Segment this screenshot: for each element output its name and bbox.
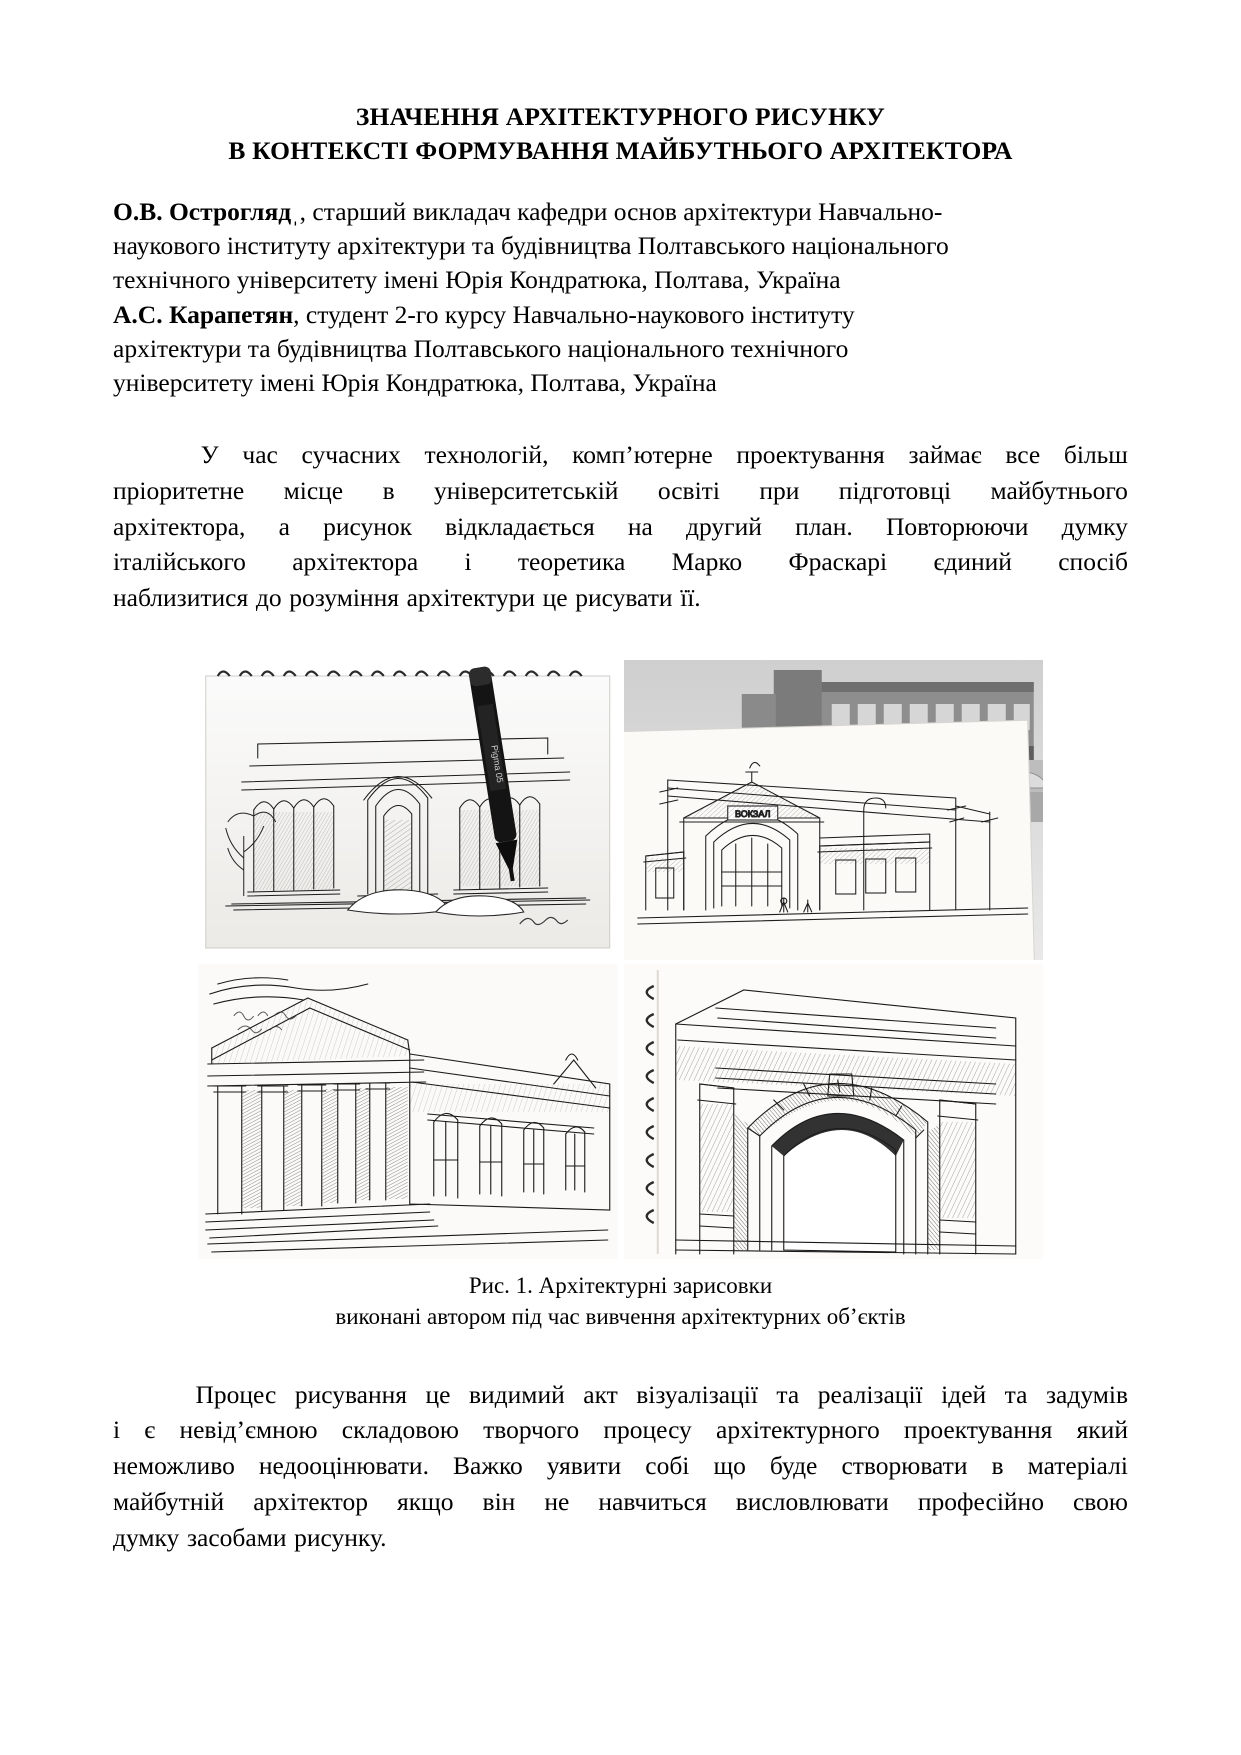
- word: видимий: [469, 1379, 565, 1409]
- author-2-affiliation-1: , студент 2-го курсу Навчально-наукового інституту: [293, 299, 855, 329]
- author-2-name: А.С. Карапетян: [113, 299, 294, 329]
- word: теоретика: [517, 547, 626, 577]
- word: займає: [908, 439, 982, 469]
- word: все: [1005, 439, 1041, 469]
- word: У: [200, 439, 219, 469]
- word: це: [542, 583, 568, 613]
- word: складовою: [341, 1415, 459, 1445]
- word: підготовці: [838, 475, 952, 505]
- word: що: [713, 1451, 746, 1481]
- word: засобами: [186, 1523, 287, 1553]
- title-line-2: В КОНТЕКСТІ ФОРМУВАННЯ МАЙБУТНЬОГО АРХІТЕКТОРА: [228, 135, 1013, 165]
- figure-caption-line-1: Рис. 1. Архітектурні зарисовки: [468, 1273, 773, 1299]
- word: освіті: [657, 475, 720, 505]
- word: Марко: [671, 547, 743, 577]
- word: акт: [583, 1379, 618, 1409]
- word: уявити: [546, 1451, 622, 1481]
- paragraph-intro-line-4: [113, 544, 1128, 580]
- word: університетській: [434, 475, 619, 505]
- word: неможливо: [113, 1451, 235, 1481]
- word: Процес: [195, 1379, 277, 1409]
- word: майбутнього: [990, 475, 1128, 505]
- word: архітектури: [406, 583, 535, 613]
- word: Повторюючи: [885, 511, 1029, 541]
- word: який: [1076, 1415, 1128, 1445]
- word: рисунок: [323, 511, 412, 541]
- word: є: [144, 1415, 156, 1445]
- paragraph-conclusion-line-1: [113, 1377, 1128, 1413]
- word: розуміння: [289, 583, 399, 613]
- word: архітектор: [253, 1487, 368, 1517]
- word: сучасних: [301, 439, 401, 469]
- author-1-line-2: наукового інституту архітектури та будівництва Полтавського національного: [113, 231, 949, 261]
- word: це: [425, 1379, 451, 1409]
- figure-caption-line-2: виконані автором під час вивчення архітектурних об’єктів: [335, 1303, 906, 1329]
- word: недооцінювати.: [258, 1451, 429, 1481]
- page-content: [113, 0, 1128, 1556]
- word: відкладається: [445, 511, 595, 541]
- word: архітектора: [292, 547, 419, 577]
- word: наблизитися: [113, 583, 249, 613]
- word: італійського: [113, 547, 246, 577]
- word: та: [776, 1379, 800, 1409]
- paragraph-intro-line-3: [113, 509, 1128, 545]
- figure-panel-top-right: [624, 660, 1044, 960]
- figure-panel-top-left: [198, 660, 618, 960]
- author-block: [113, 195, 1128, 401]
- word: задумів: [1045, 1379, 1128, 1409]
- word: і: [113, 1415, 121, 1445]
- paragraph-indent: [113, 437, 177, 473]
- word: навчиться: [598, 1487, 707, 1517]
- word: місце: [283, 475, 344, 505]
- page-title: [113, 0, 1128, 168]
- word: до: [255, 583, 282, 613]
- word: на: [627, 511, 653, 541]
- word: якщо: [397, 1487, 454, 1517]
- paragraph-intro-line-1: [113, 437, 1128, 473]
- word: Фраскарі: [788, 547, 888, 577]
- figure-1-caption: [113, 1271, 1128, 1332]
- author-1-line-1: [113, 195, 1128, 229]
- author-2-line-1: [113, 298, 1128, 332]
- word: творчого: [483, 1415, 580, 1445]
- author-1-name: О.В. Остроглядˌ: [113, 196, 300, 226]
- word: в: [382, 475, 395, 505]
- paragraph-conclusion-line-2: [113, 1412, 1128, 1448]
- word: створювати: [841, 1451, 968, 1481]
- word: архітектурного: [716, 1415, 880, 1445]
- word: рисунку.: [294, 1523, 387, 1553]
- word: рисувати: [575, 583, 673, 613]
- paragraph-conclusion: [113, 1377, 1128, 1557]
- word: думку: [1061, 511, 1128, 541]
- word: ідей: [941, 1379, 987, 1409]
- paragraph-conclusion-line-4: [113, 1484, 1128, 1520]
- word: буде: [769, 1451, 818, 1481]
- author-1-line-3: технічного університету імені Юрія Кондратюка, Полтава, Україна: [113, 265, 841, 295]
- svg-text:Pigma 05: Pigma 05: [489, 744, 506, 784]
- word: Важко: [453, 1451, 523, 1481]
- paragraph-conclusion-line-5: [113, 1520, 1128, 1556]
- word: візуалізації: [636, 1379, 758, 1409]
- word: не: [544, 1487, 570, 1517]
- word: комп’ютерне: [572, 439, 713, 469]
- word: та: [1004, 1379, 1028, 1409]
- paragraph-intro-line-2: [113, 473, 1128, 509]
- word: проектування: [736, 439, 885, 469]
- word: при: [759, 475, 800, 505]
- word: план.: [795, 511, 853, 541]
- word: матеріалі: [1027, 1451, 1128, 1481]
- word: технологій,: [424, 439, 549, 469]
- word: а: [278, 511, 290, 541]
- word: її.: [680, 583, 701, 613]
- figure-panel-bottom-left: [198, 964, 618, 1259]
- word: професійно: [917, 1487, 1044, 1517]
- word: другий: [686, 511, 762, 541]
- paragraph-indent: [113, 1377, 177, 1413]
- word: свою: [1072, 1487, 1128, 1517]
- paragraph-intro-line-5: [113, 580, 1128, 616]
- word: реалізації: [817, 1379, 923, 1409]
- word: собі: [645, 1451, 690, 1481]
- figure-panel-bottom-right: [624, 964, 1044, 1259]
- word: висловлювати: [735, 1487, 889, 1517]
- word: спосіб: [1058, 547, 1128, 577]
- figure-1: [113, 660, 1128, 1332]
- word: архітектора,: [113, 511, 246, 541]
- word: майбутній: [113, 1487, 225, 1517]
- word: єдиний: [933, 547, 1012, 577]
- word: в: [991, 1451, 1004, 1481]
- word: час: [242, 439, 278, 469]
- author-2-line-3: університету імені Юрія Кондратюка, Полтава, Україна: [113, 368, 717, 398]
- word: проектування: [903, 1415, 1053, 1445]
- author-1-affiliation-1: , старший викладач кафедри основ архітектури Навчально-: [299, 196, 943, 226]
- word: рисування: [294, 1379, 408, 1409]
- title-line-1: ЗНАЧЕННЯ АРХІТЕКТУРНОГО РИСУНКУ: [355, 102, 886, 131]
- word: невід’ємною: [179, 1415, 318, 1445]
- author-2-line-2: архітектури та будівництва Полтавського національного технічного: [113, 334, 849, 363]
- word: і: [464, 547, 472, 577]
- word: більш: [1063, 439, 1128, 469]
- paragraph-conclusion-line-3: [113, 1448, 1128, 1484]
- word: він: [482, 1487, 516, 1517]
- paragraph-intro: [113, 437, 1128, 617]
- word: пріоритетне: [113, 475, 245, 505]
- figure-1-image-grid: [198, 660, 1043, 1259]
- word: процесу: [603, 1415, 692, 1445]
- word: думку: [113, 1523, 180, 1553]
